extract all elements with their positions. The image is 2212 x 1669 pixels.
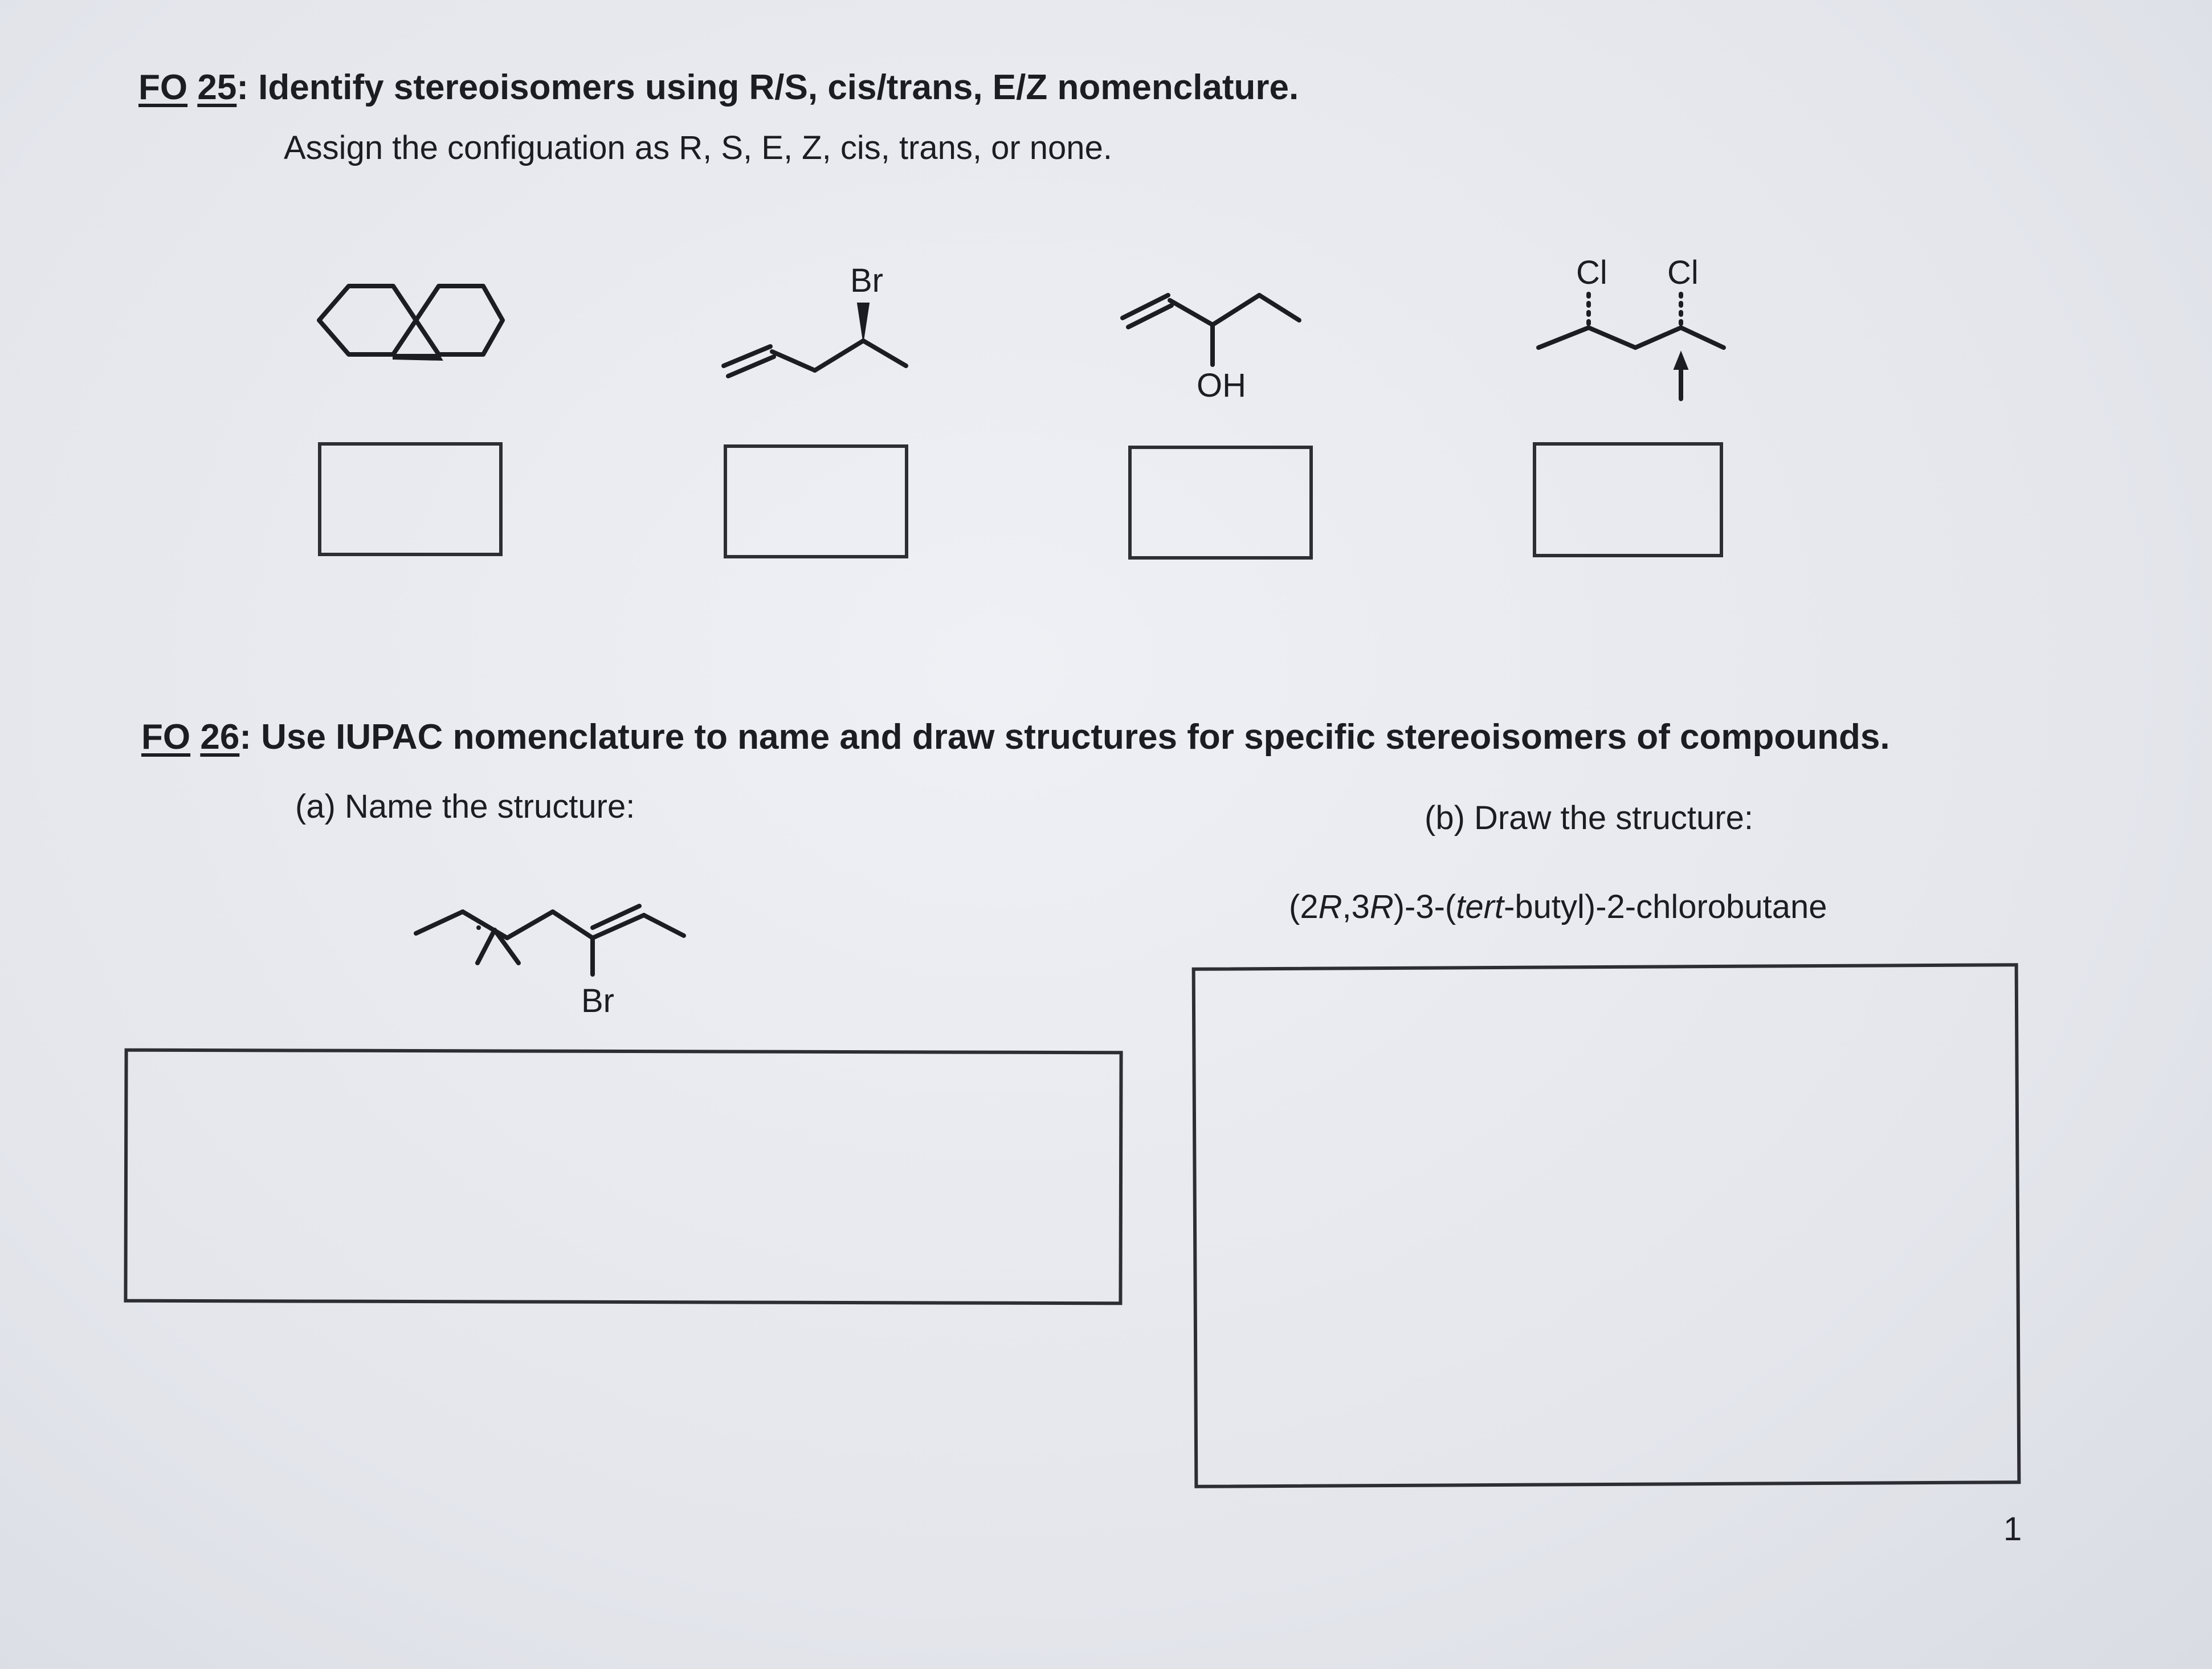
compound-name-tert: tert	[1456, 888, 1504, 925]
page-number: 1	[2003, 1511, 2022, 1548]
fo26-heading	[141, 717, 1890, 757]
part-a-br-label: Br	[581, 982, 614, 1019]
compound-name-mid2: )-3-(	[1393, 888, 1456, 925]
fo25-title: : Identify stereoisomers using R/S, cis/trans, E/Z nomenclature.	[236, 68, 1299, 107]
compound-name-prefix: (2	[1289, 888, 1319, 925]
molecule4-cl-label-1: Cl	[1576, 254, 1607, 291]
compound-name-suffix: -butyl)-2-chlorobutane	[1504, 888, 1827, 925]
fo25-heading	[138, 67, 1299, 108]
molecule-bromoalkene	[718, 262, 946, 393]
fo26-code: FO	[141, 717, 191, 757]
molecule-alcohol	[1117, 279, 1345, 410]
part-a-structure	[410, 900, 695, 1037]
molecule-decalin	[308, 251, 513, 387]
answer-box-molecule-4[interactable]	[1533, 442, 1723, 557]
fo26-title: : Use IUPAC nomenclature to name and draw structures for specific stereoisomers of compounds.	[239, 717, 1890, 757]
molecule4-cl-label-2: Cl	[1667, 254, 1699, 291]
fo26-number: 26	[200, 717, 240, 757]
answer-box-part-b[interactable]	[1192, 963, 2021, 1488]
molecule2-br-label: Br	[850, 262, 883, 299]
molecule3-oh-label: OH	[1197, 367, 1246, 404]
compound-name-r1: R	[1318, 888, 1342, 925]
compound-name-mid: ,3	[1342, 888, 1370, 925]
answer-box-molecule-3[interactable]	[1128, 446, 1313, 560]
fo25-code: FO	[138, 68, 188, 107]
part-a-prompt: (a) Name the structure:	[295, 788, 635, 825]
compound-name-r2: R	[1369, 888, 1394, 925]
fo25-instruction: Assign the configuation as R, S, E, Z, cis, trans, or none.	[284, 129, 1112, 166]
molecule-dichloro	[1527, 251, 1755, 439]
answer-box-molecule-2[interactable]	[724, 444, 908, 558]
answer-box-part-a[interactable]	[124, 1048, 1123, 1305]
part-b-prompt: (b) Draw the structure:	[1425, 799, 1753, 836]
answer-box-molecule-1[interactable]	[318, 442, 503, 556]
fo25-number: 25	[197, 68, 237, 107]
part-b-compound-name	[1289, 888, 1827, 926]
